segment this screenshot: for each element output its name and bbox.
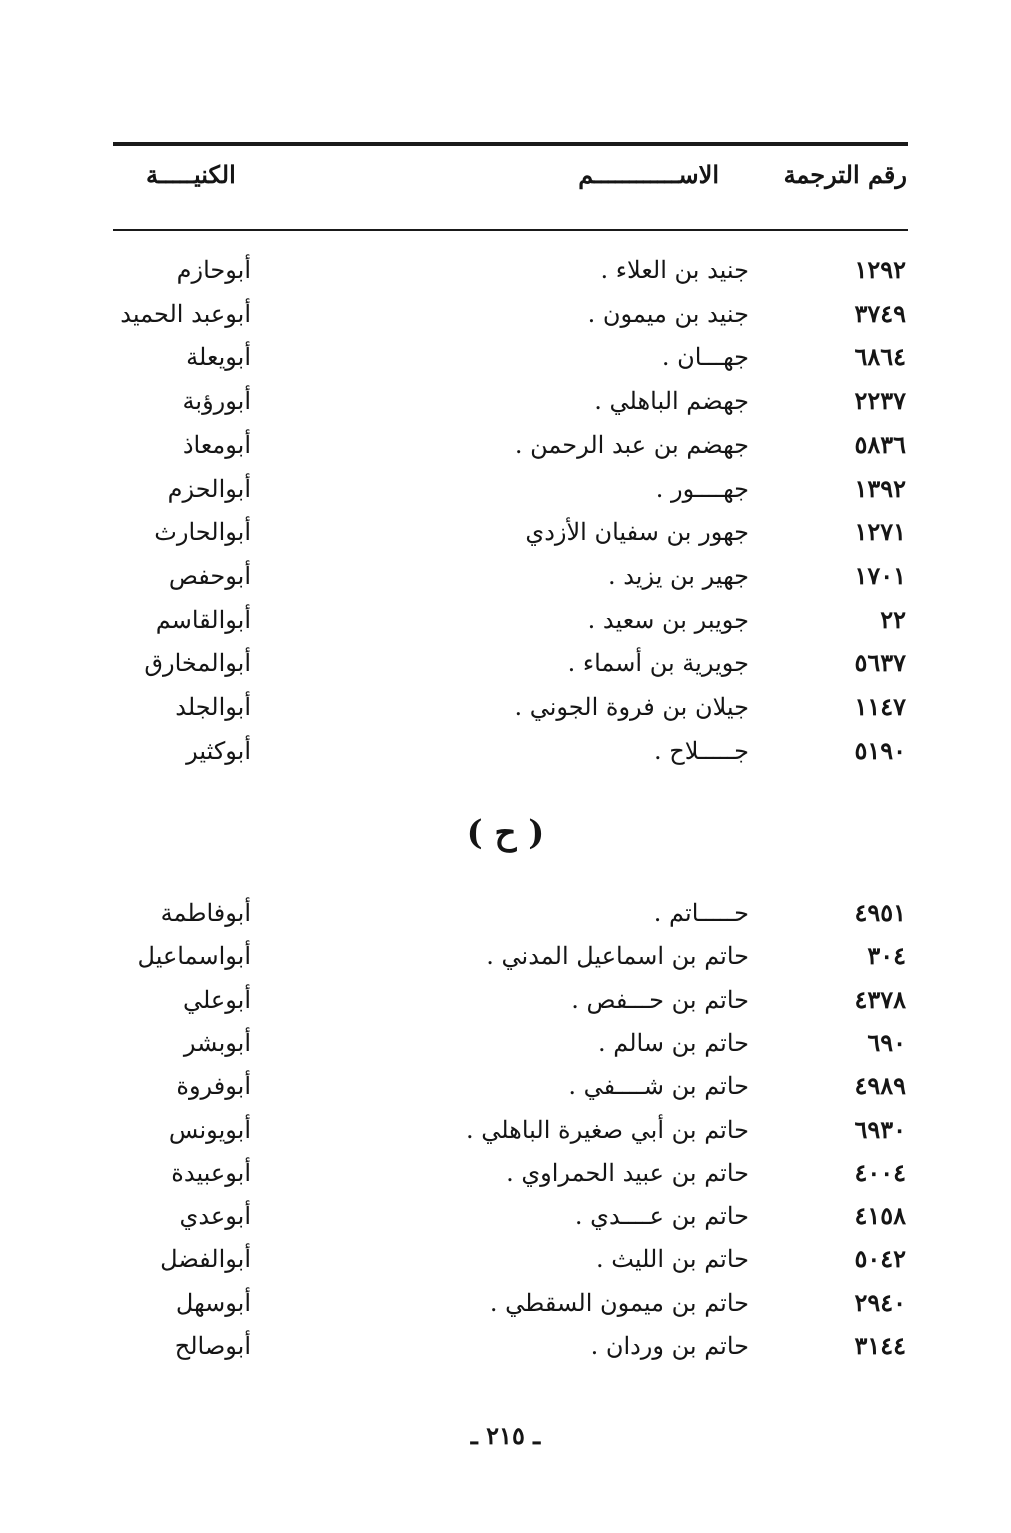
table-row [0, 556, 1011, 596]
entry-kunya: أبويونس [168, 1115, 251, 1144]
entry-kunya: أبوالمخارق [144, 649, 251, 678]
entry-name: حاتم بن عبيد الحمراوي . [506, 1158, 749, 1187]
entry-kunya: أبوصالح [174, 1332, 251, 1360]
entry-kunya: أبوالجلد [175, 693, 251, 721]
header-kunya-column: الكنيـــــة [146, 160, 236, 189]
entry-kunya: أبوعبد الحميد [120, 299, 251, 328]
entry-name: جهضم بن عبد الرحمن . [514, 430, 749, 459]
entry-kunya: أبوفروة [176, 1072, 251, 1101]
table-row [0, 294, 1011, 334]
table-row [0, 381, 1011, 421]
entry-name: حاتم بن حـــفص . [571, 985, 749, 1014]
entry-number: ٣٠٤ [867, 941, 906, 971]
entry-name: حاتم بن ميمون السقطي . [489, 1288, 749, 1317]
table-row [0, 1326, 1011, 1366]
entry-name: جنيد بن العلاء . [600, 256, 749, 284]
entry-number: ٢٢ [880, 604, 906, 634]
entry-kunya: أبوعدي [179, 1202, 251, 1231]
entry-number: ٣٧٤٩ [854, 298, 906, 328]
table-row [0, 1283, 1011, 1323]
table-row [0, 936, 1011, 976]
header-number-column: رقم الترجمة [783, 160, 907, 189]
entry-number: ٤٩٨٩ [854, 1071, 906, 1101]
entry-kunya: أبوعبيدة [171, 1158, 251, 1187]
entry-number: ٥٠٤٢ [854, 1244, 906, 1274]
entry-kunya: أبوالقاسم [155, 605, 251, 634]
entry-kunya: أبوالحزم [167, 474, 251, 503]
entry-kunya: أبوحازم [176, 256, 251, 284]
entry-kunya: أبواسماعيل [137, 942, 251, 971]
entry-name: حاتم بن اسماعيل المدني . [486, 942, 749, 971]
entry-number: ١١٤٧ [854, 692, 906, 721]
entry-number: ٥٦٣٧ [854, 648, 906, 678]
entry-kunya: أبوكثير [186, 736, 251, 765]
entry-number: ١٢٧١ [854, 517, 906, 547]
table-row [0, 512, 1011, 552]
entry-name: حاتم بن الليث . [596, 1245, 749, 1274]
table-row [0, 1153, 1011, 1193]
entry-name: حاتم بن أبي صغيرة الباهلي . [465, 1115, 749, 1144]
entry-number: ٥٨٣٦ [854, 429, 906, 459]
entry-name: جهير بن يزيد . [607, 561, 749, 590]
entry-number: ٤٩٥١ [854, 898, 906, 927]
table-row [0, 687, 1011, 727]
entry-name: جنيد بن ميمون . [587, 299, 749, 328]
entry-number: ٤٠٠٤ [854, 1157, 906, 1187]
entry-name: حاتم بن شــــفي . [568, 1072, 749, 1101]
entry-number: ٦٩٠ [867, 1027, 906, 1057]
table-row [0, 337, 1011, 377]
top-rule [113, 142, 908, 146]
entry-number: ٦٩٣٠ [854, 1114, 906, 1144]
entry-number: ١٣٩٢ [854, 473, 906, 503]
header-name-column: الاســــــــــــم [578, 160, 719, 189]
entry-name: جيلان بن فروة الجوني . [514, 693, 749, 721]
entry-number: ٤٣٧٨ [854, 984, 906, 1014]
entry-number: ٦٨٦٤ [854, 342, 906, 372]
entry-kunya: أبورؤبة [182, 387, 251, 416]
entry-number: ٥١٩٠ [854, 735, 906, 765]
entry-name: جويرية بن أسماء . [567, 649, 749, 678]
table-row [0, 1023, 1011, 1063]
entry-kunya: أبوبشر [183, 1028, 251, 1057]
entry-number: ٤١٥٨ [854, 1201, 906, 1231]
entry-number: ٣١٤٤ [854, 1331, 906, 1360]
table-row [0, 643, 1011, 683]
entry-number: ١٧٠١ [854, 560, 906, 590]
entry-kunya: أبويعلة [186, 343, 251, 372]
entry-name: جهور بن سفيان الأزدي [525, 518, 749, 547]
table-row [0, 980, 1011, 1020]
entry-name: حاتم بن وردان . [590, 1332, 749, 1360]
entry-kunya: أبوالفضل [160, 1245, 251, 1274]
entry-number: ١٢٩٢ [854, 255, 906, 284]
page-number: ـ ٢١٥ ـ [470, 1421, 541, 1450]
header-rule [113, 229, 908, 231]
table-row [0, 425, 1011, 465]
entry-kunya: أبوالحارث [154, 518, 251, 547]
entry-name: حاتم بن عــــدي . [574, 1202, 749, 1231]
table-row [0, 1239, 1011, 1279]
entry-kunya: أبومعاذ [182, 430, 251, 459]
entry-name: حـــــاتم . [653, 899, 749, 927]
table-row [0, 1066, 1011, 1106]
entry-name: حاتم بن سالم . [598, 1028, 749, 1057]
entry-kunya: أبوسهل [175, 1288, 251, 1317]
entry-number: ٢٩٤٠ [854, 1287, 906, 1317]
entry-name: جهضم الباهلي . [594, 387, 749, 416]
entry-name: جـــــلاح . [653, 736, 749, 765]
entry-kunya: أبوعلي [182, 985, 251, 1014]
table-row [0, 1110, 1011, 1150]
entry-name: جهــــور . [655, 474, 749, 503]
table-row [0, 893, 1011, 933]
entry-kunya: أبوفاطمة [160, 899, 251, 927]
table-row [0, 1196, 1011, 1236]
entry-kunya: أبوحفص [168, 561, 251, 590]
table-row [0, 600, 1011, 640]
table-row [0, 731, 1011, 771]
section-letter-heading: ( ح ) [466, 813, 545, 853]
table-row [0, 250, 1011, 290]
entry-name: جهـــان . [661, 343, 749, 372]
table-row [0, 469, 1011, 509]
entry-number: ٢٢٣٧ [854, 386, 906, 416]
entry-name: جويبر بن سعيد . [587, 605, 749, 634]
